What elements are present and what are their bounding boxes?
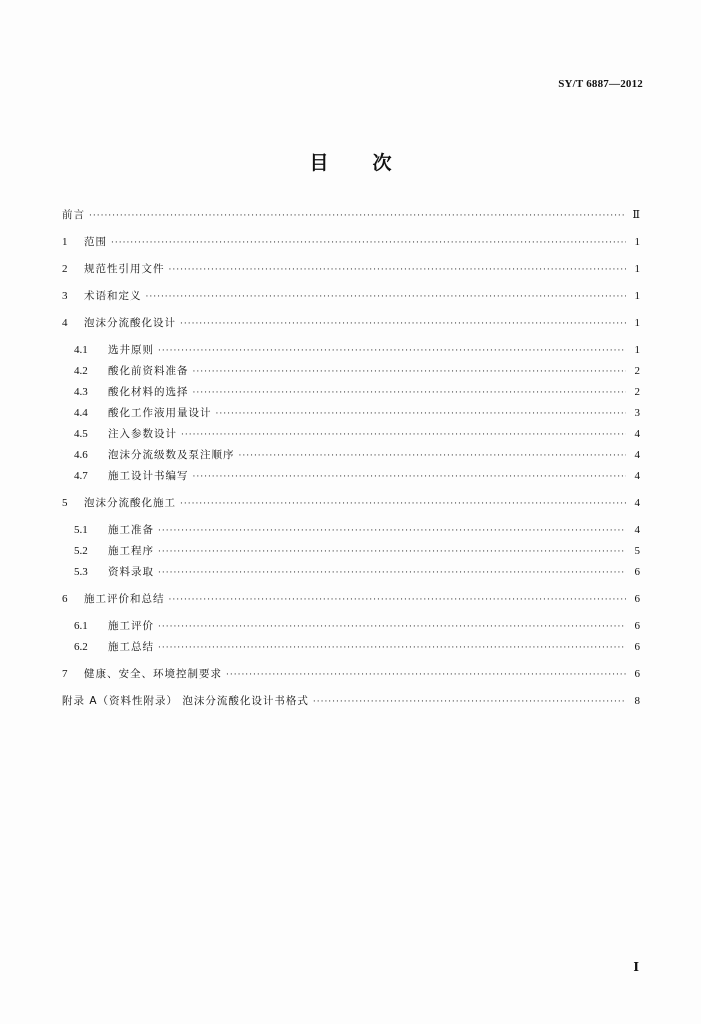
dot-leader <box>181 428 626 442</box>
toc-entry-page: 4 <box>634 470 640 482</box>
dot-leader <box>158 545 626 559</box>
toc-entry-label: 范围 <box>84 236 107 248</box>
toc-entry-page: 6 <box>634 566 640 578</box>
toc-entry-number: 5.3 <box>74 566 88 578</box>
toc-entry-label: 施工准备 <box>108 524 154 536</box>
toc-entry[interactable] <box>62 565 640 580</box>
toc-entry-label: 施工评价和总结 <box>84 593 165 605</box>
toc-entry-page: 3 <box>634 407 640 419</box>
toc-entry[interactable] <box>62 469 640 484</box>
toc-entry-label: 施工评价 <box>108 620 154 632</box>
toc-entry-number: 5.2 <box>74 545 88 557</box>
toc-entry-page: 4 <box>634 497 640 509</box>
dot-leader <box>169 263 627 277</box>
toc-entry-number: 6.1 <box>74 620 88 632</box>
toc-entry-label: 附录 A（资料性附录） 泡沫分流酸化设计书格式 <box>62 695 309 707</box>
dot-leader <box>226 668 626 682</box>
dot-leader <box>313 695 626 709</box>
toc-entry[interactable] <box>62 592 640 607</box>
toc-entry-page: 2 <box>634 386 640 398</box>
toc-entry-number: 4 <box>62 317 68 329</box>
toc-entry-page: 1 <box>634 290 640 302</box>
toc-entry-label: 酸化材料的选择 <box>108 386 189 398</box>
toc-entry-number: 4.5 <box>74 428 88 440</box>
toc-entry[interactable] <box>62 289 640 304</box>
dot-leader <box>158 524 626 538</box>
toc-entry-label: 术语和定义 <box>84 290 142 302</box>
toc-entry-label: 注入参数设计 <box>108 428 177 440</box>
toc-entry[interactable] <box>62 406 640 421</box>
toc-entry-page: 8 <box>634 695 640 707</box>
page-number: Ⅰ <box>633 960 639 974</box>
toc-entry[interactable] <box>62 640 640 655</box>
toc-entry-label: 施工程序 <box>108 545 154 557</box>
table-of-contents <box>62 208 640 721</box>
toc-entry-number: 6.2 <box>74 641 88 653</box>
toc-entry-label: 泡沫分流级数及泵注顺序 <box>108 449 235 461</box>
dot-leader <box>169 593 627 607</box>
toc-entry[interactable] <box>62 316 640 331</box>
toc-entry-number: 4.3 <box>74 386 88 398</box>
toc-entry-label: 选井原则 <box>108 344 154 356</box>
toc-entry[interactable] <box>62 343 640 358</box>
dot-leader <box>89 209 626 223</box>
dot-leader <box>216 407 627 421</box>
toc-entry-label: 酸化前资料准备 <box>108 365 189 377</box>
dot-leader <box>193 470 627 484</box>
toc-entry-number: 4.4 <box>74 407 88 419</box>
toc-entry-number: 3 <box>62 290 68 302</box>
toc-entry-label: 泡沫分流酸化设计 <box>84 317 176 329</box>
dot-leader <box>193 386 627 400</box>
toc-entry[interactable] <box>62 448 640 463</box>
dot-leader <box>158 344 626 358</box>
toc-entry-page: 6 <box>634 593 640 605</box>
toc-entry[interactable] <box>62 619 640 634</box>
dot-leader <box>180 497 626 511</box>
dot-leader <box>158 566 626 580</box>
toc-entry-page: 6 <box>634 620 640 632</box>
title-char-2: 次 <box>372 152 392 174</box>
toc-entry-number: 5 <box>62 497 68 509</box>
toc-entry-number: 1 <box>62 236 68 248</box>
toc-entry-label: 施工总结 <box>108 641 154 653</box>
toc-entry-number: 4.1 <box>74 344 88 356</box>
toc-entry-number: 5.1 <box>74 524 88 536</box>
toc-entry-label: 规范性引用文件 <box>84 263 165 275</box>
toc-entry[interactable] <box>62 544 640 559</box>
dot-leader <box>239 449 627 463</box>
toc-entry-page: 1 <box>634 317 640 329</box>
toc-entry-label: 施工设计书编写 <box>108 470 189 482</box>
toc-entry[interactable] <box>62 364 640 379</box>
dot-leader <box>158 641 626 655</box>
toc-entry[interactable] <box>62 694 640 709</box>
toc-entry[interactable] <box>62 385 640 400</box>
toc-entry-number: 4.6 <box>74 449 88 461</box>
toc-entry-page: 6 <box>634 641 640 653</box>
toc-entry[interactable] <box>62 667 640 682</box>
dot-leader <box>111 236 626 250</box>
toc-entry[interactable] <box>62 262 640 277</box>
toc-entry-label: 健康、安全、环境控制要求 <box>84 668 222 680</box>
toc-entry-number: 6 <box>62 593 68 605</box>
toc-entry-label: 前言 <box>62 209 85 221</box>
toc-entry-number: 4.2 <box>74 365 88 377</box>
toc-entry[interactable] <box>62 496 640 511</box>
toc-entry-page: 1 <box>634 236 640 248</box>
toc-entry[interactable] <box>62 523 640 538</box>
toc-entry-page: 4 <box>634 428 640 440</box>
toc-entry-number: 4.7 <box>74 470 88 482</box>
toc-entry-label: 泡沫分流酸化施工 <box>84 497 176 509</box>
toc-entry[interactable] <box>62 235 640 250</box>
toc-entry-page: 2 <box>634 365 640 377</box>
standard-code: SY/T 6887—2012 <box>558 78 643 90</box>
dot-leader <box>193 365 627 379</box>
toc-entry-number: 7 <box>62 668 68 680</box>
toc-entry[interactable] <box>62 427 640 442</box>
toc-entry-label: 酸化工作液用量设计 <box>108 407 212 419</box>
toc-entry[interactable] <box>62 208 640 223</box>
dot-leader <box>158 620 626 634</box>
toc-entry-page: 4 <box>634 449 640 461</box>
toc-entry-label: 资料录取 <box>108 566 154 578</box>
toc-entry-number: 2 <box>62 263 68 275</box>
toc-entry-page: 4 <box>634 524 640 536</box>
toc-entry-page: Ⅱ <box>632 209 640 221</box>
toc-entry-page: 6 <box>634 668 640 680</box>
toc-entry-page: 1 <box>634 344 640 356</box>
dot-leader <box>180 317 626 331</box>
title-char-1: 目 <box>309 152 329 174</box>
page-title <box>0 148 701 175</box>
toc-entry-page: 1 <box>634 263 640 275</box>
dot-leader <box>146 290 627 304</box>
toc-entry-page: 5 <box>634 545 640 557</box>
